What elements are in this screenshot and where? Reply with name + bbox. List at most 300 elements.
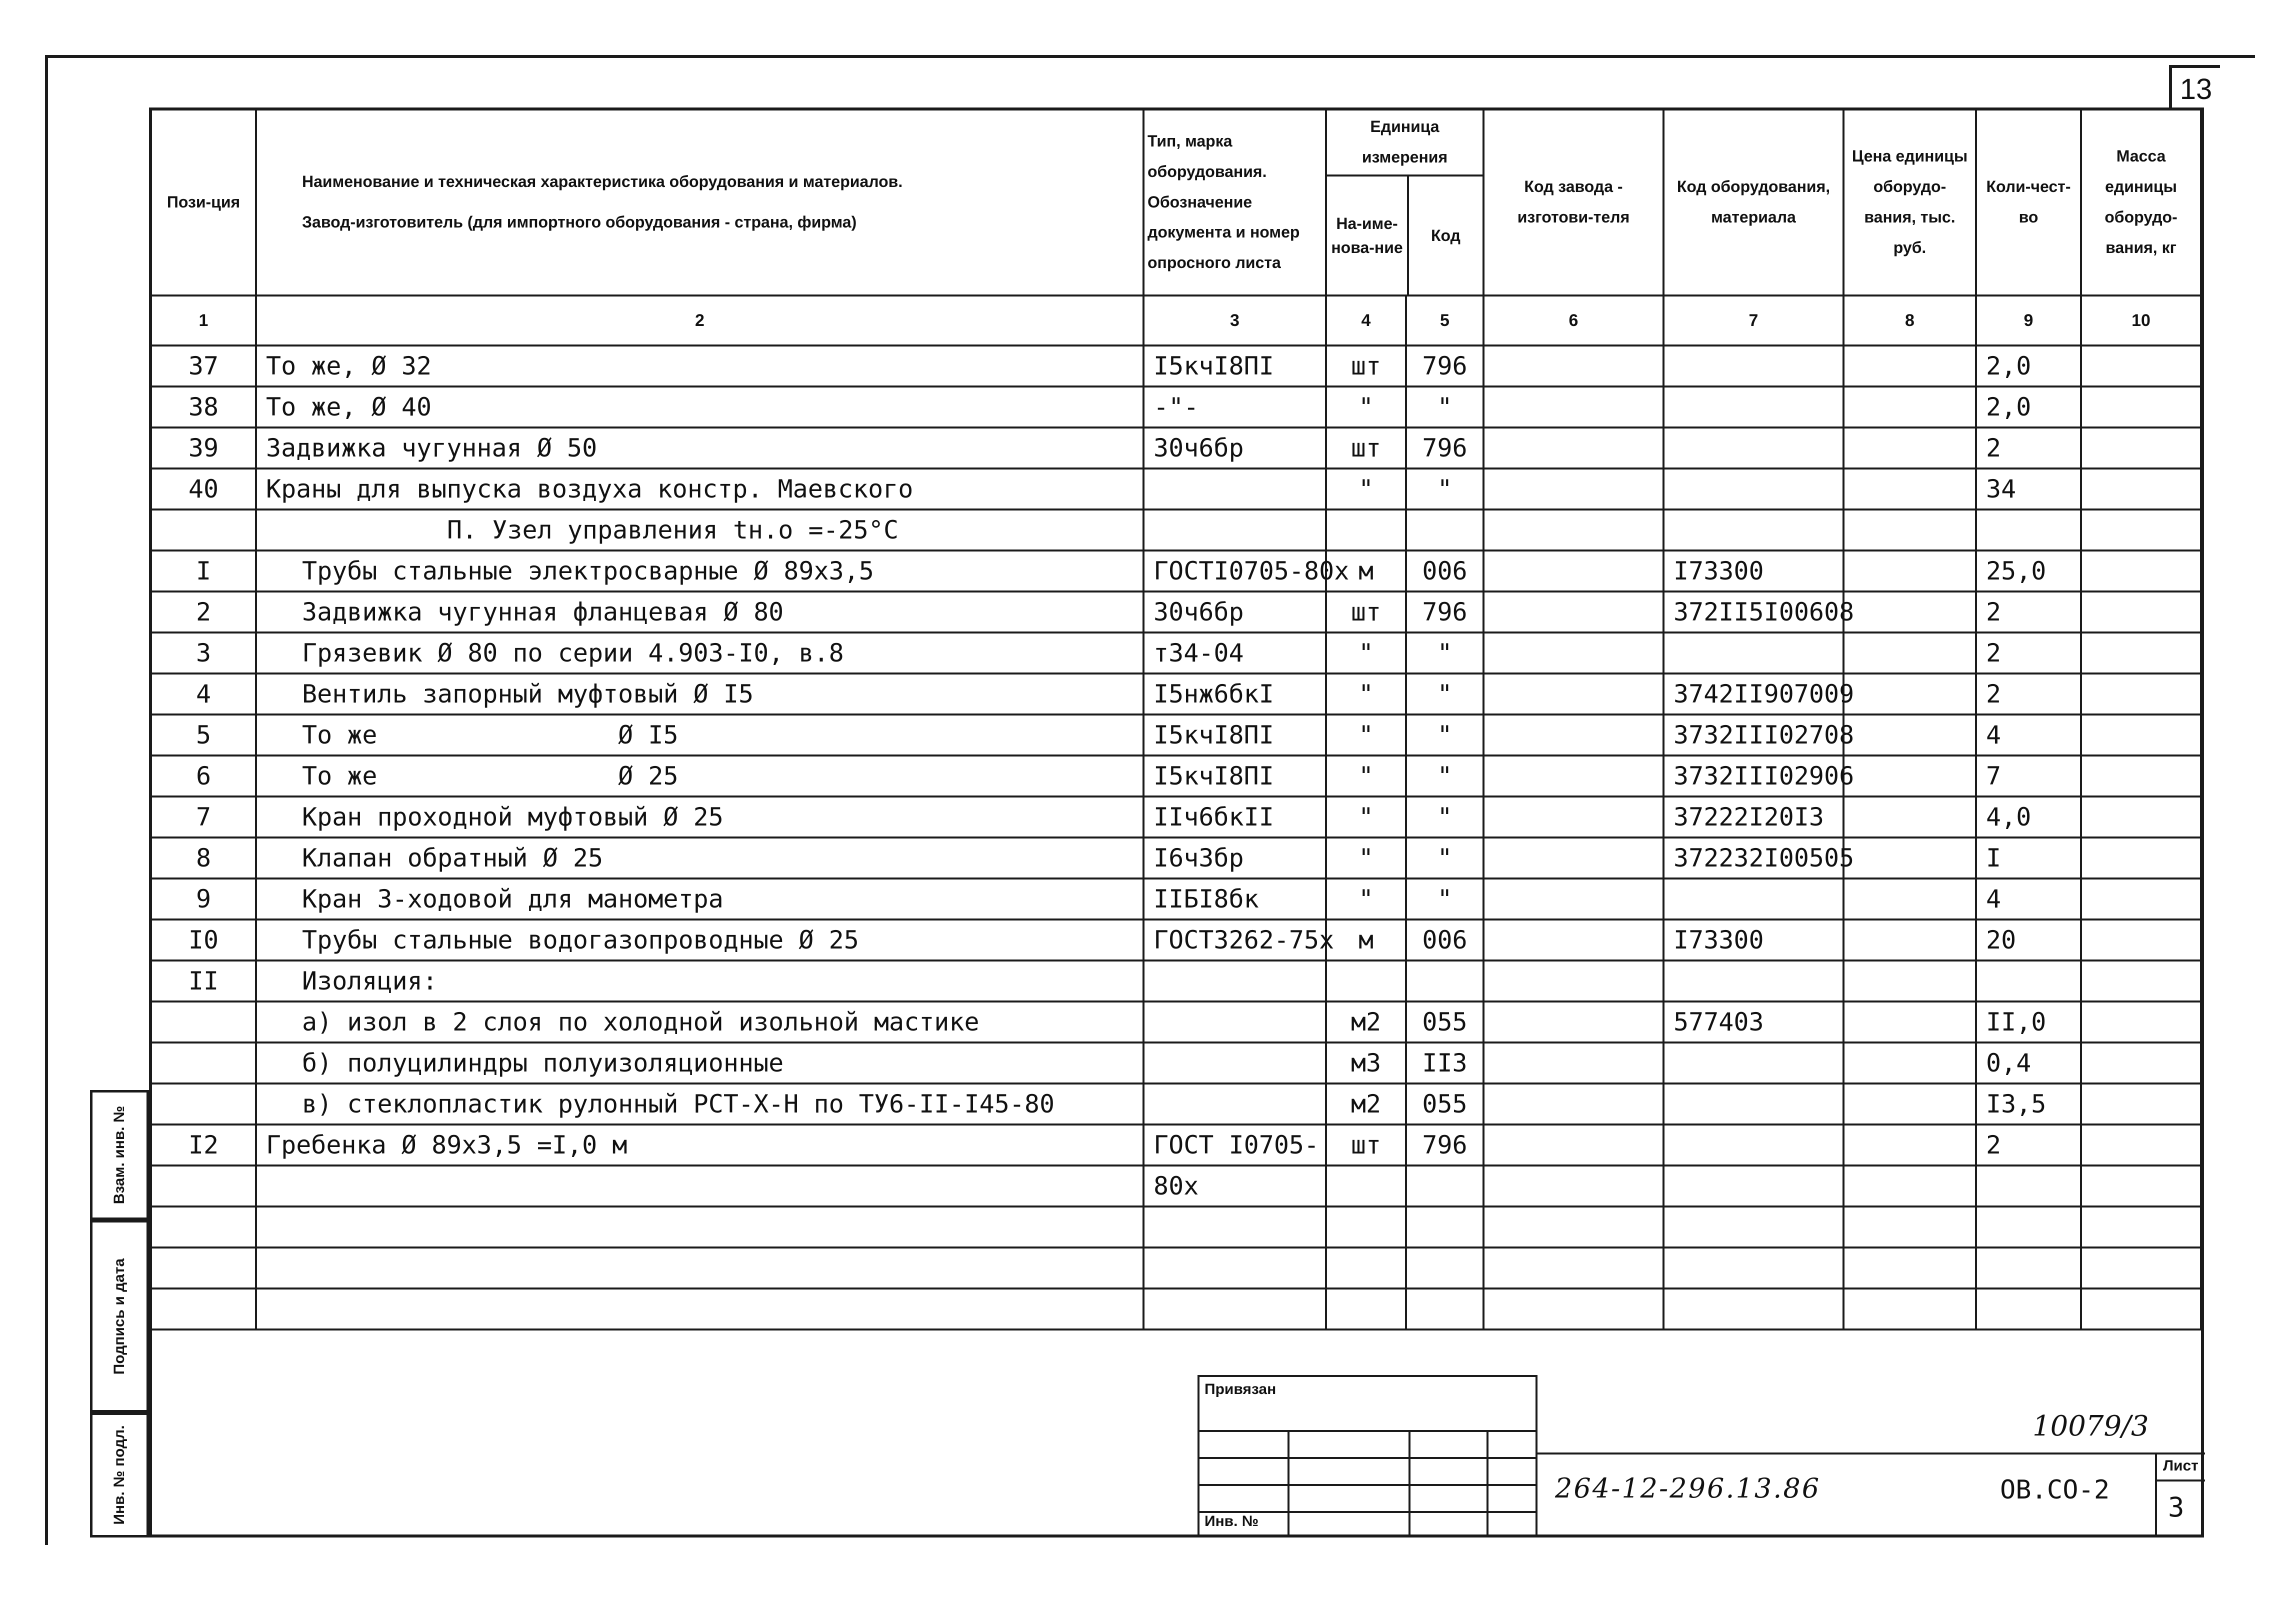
table-row — [151, 674, 2201, 714]
cell-material-code — [1664, 346, 1844, 386]
cell-material-code: 3732III02906 — [1664, 756, 1844, 796]
cell-factory-code — [1484, 1288, 1664, 1330]
cell-quantity: I3,5 — [1976, 1084, 2081, 1124]
table-row — [151, 1248, 2201, 1288]
cell-unit — [1326, 510, 1406, 550]
cell-unit: м — [1326, 920, 1406, 960]
column-number-row — [151, 296, 2201, 346]
cell-quantity: 2,0 — [1976, 386, 2081, 428]
cell-position: 8 — [151, 838, 256, 878]
cell-quantity: 2 — [1976, 674, 2081, 714]
cell-unit-code: 055 — [1406, 1084, 1484, 1124]
cell-factory-code — [1484, 1084, 1664, 1124]
cell-unit-code — [1406, 960, 1484, 1002]
cell-price — [1844, 386, 1976, 428]
cell-quantity — [1976, 1166, 2081, 1206]
cell-factory-code — [1484, 510, 1664, 550]
cell-position: 5 — [151, 714, 256, 756]
cell-material-code: 372II5I00608 — [1664, 592, 1844, 632]
cell-name: Изоляция: — [256, 960, 1144, 1002]
cell-type: 30ч6бр — [1144, 428, 1326, 468]
cell-name: Краны для выпуска воздуха констр. Маевского — [256, 468, 1144, 510]
cell-unit-code — [1406, 1206, 1484, 1248]
cell-mass — [2081, 1124, 2201, 1166]
cell-mass — [2081, 1002, 2201, 1042]
cell-factory-code — [1484, 838, 1664, 878]
cell-unit-code: " — [1406, 468, 1484, 510]
cell-unit-code — [1406, 1166, 1484, 1206]
table-row — [151, 386, 2201, 428]
column-number: 4 — [1326, 296, 1406, 346]
cell-price — [1844, 632, 1976, 674]
stamp-sheet-code: ОВ.СО-2 — [2000, 1475, 2110, 1505]
cell-mass — [2081, 1166, 2201, 1206]
cell-unit-code: 055 — [1406, 1002, 1484, 1042]
cell-quantity: 4,0 — [1976, 796, 2081, 838]
cell-type — [1144, 1042, 1326, 1084]
column-number: 3 — [1144, 296, 1326, 346]
cell-material-code — [1664, 632, 1844, 674]
header-price: Цена единицы оборудо-вания, тыс. руб. — [1844, 108, 1976, 296]
side-label-inv: Инв. № подл. — [90, 1412, 149, 1538]
table-row — [151, 756, 2201, 796]
cell-material-code — [1664, 510, 1844, 550]
cell-mass — [2081, 1042, 2201, 1084]
table-row — [151, 838, 2201, 878]
column-number: 2 — [256, 296, 1144, 346]
cell-factory-code — [1484, 468, 1664, 510]
cell-quantity: 25,0 — [1976, 550, 2081, 592]
cell-price — [1844, 346, 1976, 386]
cell-unit: шт — [1326, 346, 1406, 386]
cell-name: П. Узел управления tн.о =-25°С — [256, 510, 1144, 550]
page-number: 13 — [2169, 65, 2220, 110]
cell-price — [1844, 468, 1976, 510]
cell-mass — [2081, 1206, 2201, 1248]
cell-type: I5нж6бкI — [1144, 674, 1326, 714]
cell-factory-code — [1484, 1002, 1664, 1042]
cell-mass — [2081, 1248, 2201, 1288]
cell-type: -"- — [1144, 386, 1326, 428]
cell-unit — [1326, 1248, 1406, 1288]
cell-quantity: 2 — [1976, 632, 2081, 674]
cell-position: 2 — [151, 592, 256, 632]
header-position: Пози-ция — [151, 108, 256, 296]
cell-unit-code: " — [1406, 756, 1484, 796]
cell-type: IIч6бкII — [1144, 796, 1326, 838]
cell-price — [1844, 592, 1976, 632]
cell-factory-code — [1484, 920, 1664, 960]
cell-factory-code — [1484, 592, 1664, 632]
column-number: 8 — [1844, 296, 1976, 346]
cell-material-code — [1664, 960, 1844, 1002]
cell-material-code — [1664, 1248, 1844, 1288]
cell-price — [1844, 510, 1976, 550]
cell-name: То же Ø I5 — [256, 714, 1144, 756]
cell-factory-code — [1484, 796, 1664, 838]
cell-price — [1844, 1084, 1976, 1124]
cell-position — [151, 1206, 256, 1248]
cell-material-code: I73300 — [1664, 920, 1844, 960]
cell-position: 38 — [151, 386, 256, 428]
cell-quantity: 7 — [1976, 756, 2081, 796]
cell-mass — [2081, 468, 2201, 510]
table-body — [151, 346, 2201, 1330]
cell-unit-code — [1406, 1248, 1484, 1288]
table-row — [151, 346, 2201, 386]
table-row — [151, 1042, 2201, 1084]
cell-type — [1144, 468, 1326, 510]
cell-mass — [2081, 1084, 2201, 1124]
table-row — [151, 920, 2201, 960]
cell-unit: шт — [1326, 428, 1406, 468]
cell-unit: " — [1326, 674, 1406, 714]
cell-unit — [1326, 1206, 1406, 1248]
cell-type — [1144, 1084, 1326, 1124]
stamp-handwritten-number: 10079/3 — [2032, 1410, 2149, 1442]
header-name-line2: Завод-изготовитель (для импортного оборудования - страна, фирма) — [302, 213, 857, 231]
cell-unit: " — [1326, 468, 1406, 510]
cell-factory-code — [1484, 550, 1664, 592]
cell-type: ГОСТI0705-80х — [1144, 550, 1326, 592]
cell-position: 7 — [151, 796, 256, 838]
cell-price — [1844, 756, 1976, 796]
cell-unit-code: " — [1406, 674, 1484, 714]
cell-mass — [2081, 714, 2201, 756]
cell-factory-code — [1484, 878, 1664, 920]
cell-factory-code — [1484, 1206, 1664, 1248]
header-type: Тип, марка оборудования. Обозначение документа и номер опросного листа — [1144, 108, 1326, 296]
cell-price — [1844, 960, 1976, 1002]
cell-name: в) стеклопластик рулонный РСТ-Х-Н по ТУ6-II-I45-80 — [256, 1084, 1144, 1124]
cell-price — [1844, 878, 1976, 920]
cell-name: Трубы стальные водогазопроводные Ø 25 — [256, 920, 1144, 960]
table-row — [151, 550, 2201, 592]
cell-unit-code: " — [1406, 878, 1484, 920]
cell-unit: шт — [1326, 1124, 1406, 1166]
cell-position — [151, 510, 256, 550]
cell-unit: " — [1326, 632, 1406, 674]
cell-price — [1844, 674, 1976, 714]
cell-quantity: 4 — [1976, 878, 2081, 920]
cell-position — [151, 1002, 256, 1042]
cell-quantity: 2 — [1976, 1124, 2081, 1166]
table-row — [151, 1084, 2201, 1124]
stamp-privyazan-label: Привязан — [1204, 1381, 1276, 1398]
cell-name: Задвижка чугунная Ø 50 — [256, 428, 1144, 468]
cell-material-code — [1664, 1124, 1844, 1166]
header-name-line1: Наименование и техническая характеристика оборудования и материалов. — [302, 172, 903, 191]
cell-mass — [2081, 592, 2201, 632]
cell-unit-code: " — [1406, 838, 1484, 878]
cell-price — [1844, 714, 1976, 756]
cell-name — [256, 1288, 1144, 1330]
cell-position: I — [151, 550, 256, 592]
cell-price — [1844, 1124, 1976, 1166]
table-row — [151, 510, 2201, 550]
cell-factory-code — [1484, 1124, 1664, 1166]
cell-material-code — [1664, 386, 1844, 428]
table-row — [151, 1288, 2201, 1330]
cell-unit-code — [1406, 1288, 1484, 1330]
cell-material-code: 577403 — [1664, 1002, 1844, 1042]
cell-unit-code — [1406, 510, 1484, 550]
cell-mass — [2081, 796, 2201, 838]
cell-position: I0 — [151, 920, 256, 960]
cell-unit: м2 — [1326, 1084, 1406, 1124]
cell-name — [256, 1206, 1144, 1248]
cell-factory-code — [1484, 386, 1664, 428]
cell-unit: " — [1326, 714, 1406, 756]
cell-unit — [1326, 1288, 1406, 1330]
header-material-code: Код оборудования, материала — [1664, 108, 1844, 296]
stamp-list-box — [2155, 1452, 2205, 1538]
cell-factory-code — [1484, 714, 1664, 756]
cell-name: Кран 3-ходовой для манометра — [256, 878, 1144, 920]
cell-position: I2 — [151, 1124, 256, 1166]
cell-unit-code: " — [1406, 714, 1484, 756]
cell-material-code — [1664, 1206, 1844, 1248]
cell-position: 39 — [151, 428, 256, 468]
column-number: 10 — [2081, 296, 2201, 346]
cell-type — [1144, 1248, 1326, 1288]
cell-type: I6ч3бр — [1144, 838, 1326, 878]
cell-factory-code — [1484, 632, 1664, 674]
cell-quantity: 20 — [1976, 920, 2081, 960]
cell-mass — [2081, 674, 2201, 714]
table-row — [151, 428, 2201, 468]
cell-unit: м — [1326, 550, 1406, 592]
cell-position: 9 — [151, 878, 256, 920]
cell-unit-code: " — [1406, 796, 1484, 838]
cell-type: I5кчI8ПI — [1144, 346, 1326, 386]
cell-type — [1144, 1206, 1326, 1248]
cell-quantity: I — [1976, 838, 2081, 878]
cell-factory-code — [1484, 756, 1664, 796]
cell-quantity — [1976, 510, 2081, 550]
header-unit-group-title: Единица измерения — [1327, 110, 1482, 176]
cell-unit-code: 796 — [1406, 1124, 1484, 1166]
cell-unit-code: " — [1406, 386, 1484, 428]
table-row — [151, 592, 2201, 632]
cell-unit — [1326, 1166, 1406, 1206]
cell-name: б) полуцилиндры полуизоляционные — [256, 1042, 1144, 1084]
cell-name: То же, Ø 32 — [256, 346, 1144, 386]
cell-type: I5кчI8ПI — [1144, 756, 1326, 796]
cell-material-code: 3732III02708 — [1664, 714, 1844, 756]
stamp-privyazan-box — [1198, 1375, 1538, 1538]
cell-name: То же, Ø 40 — [256, 386, 1144, 428]
cell-material-code — [1664, 878, 1844, 920]
column-number: 6 — [1484, 296, 1664, 346]
cell-mass — [2081, 346, 2201, 386]
cell-quantity: 2,0 — [1976, 346, 2081, 386]
cell-material-code: I73300 — [1664, 550, 1844, 592]
stamp-inv-label: Инв. № — [1204, 1513, 1259, 1530]
cell-factory-code — [1484, 960, 1664, 1002]
cell-mass — [2081, 756, 2201, 796]
stamp-list-value: 3 — [2168, 1492, 2184, 1523]
cell-material-code — [1664, 1042, 1844, 1084]
cell-position: II — [151, 960, 256, 1002]
cell-position: 40 — [151, 468, 256, 510]
cell-material-code — [1664, 1084, 1844, 1124]
header-unit-code: Код — [1431, 226, 1460, 244]
cell-unit: " — [1326, 838, 1406, 878]
cell-quantity: II,0 — [1976, 1002, 2081, 1042]
cell-price — [1844, 1002, 1976, 1042]
cell-name: Клапан обратный Ø 25 — [256, 838, 1144, 878]
cell-unit — [1326, 960, 1406, 1002]
cell-price — [1844, 1166, 1976, 1206]
cell-unit: " — [1326, 878, 1406, 920]
table-row — [151, 1206, 2201, 1248]
column-number: 9 — [1976, 296, 2081, 346]
cell-material-code: 3742II907009 — [1664, 674, 1844, 714]
cell-material-code — [1664, 1288, 1844, 1330]
cell-quantity: 34 — [1976, 468, 2081, 510]
stamp-list-label: Лист — [2163, 1458, 2198, 1474]
cell-price — [1844, 428, 1976, 468]
cell-price — [1844, 1042, 1976, 1084]
cell-factory-code — [1484, 1042, 1664, 1084]
cell-name: Кран проходной муфтовый Ø 25 — [256, 796, 1144, 838]
cell-material-code — [1664, 428, 1844, 468]
cell-name: Задвижка чугунная фланцевая Ø 80 — [256, 592, 1144, 632]
cell-factory-code — [1484, 1166, 1664, 1206]
cell-position: 37 — [151, 346, 256, 386]
cell-unit: " — [1326, 756, 1406, 796]
cell-unit-code: 796 — [1406, 592, 1484, 632]
cell-position: 3 — [151, 632, 256, 674]
cell-price — [1844, 920, 1976, 960]
table-row — [151, 960, 2201, 1002]
cell-type: I5кчI8ПI — [1144, 714, 1326, 756]
cell-mass — [2081, 960, 2201, 1002]
cell-unit: " — [1326, 386, 1406, 428]
header-unit-name: На-име-нова-ние — [1327, 176, 1409, 294]
table-row — [151, 468, 2201, 510]
cell-position — [151, 1084, 256, 1124]
cell-name: То же Ø 25 — [256, 756, 1144, 796]
cell-unit-code: 796 — [1406, 346, 1484, 386]
cell-quantity — [1976, 1288, 2081, 1330]
cell-unit: шт — [1326, 592, 1406, 632]
cell-type — [1144, 1288, 1326, 1330]
cell-quantity — [1976, 960, 2081, 1002]
table-row — [151, 796, 2201, 838]
table-row — [151, 632, 2201, 674]
cell-name: Вентиль запорный муфтовый Ø I5 — [256, 674, 1144, 714]
header-mass: Масса единицы оборудо-вания, кг — [2081, 108, 2201, 296]
cell-quantity: 2 — [1976, 428, 2081, 468]
cell-quantity: 2 — [1976, 592, 2081, 632]
cell-material-code — [1664, 468, 1844, 510]
cell-unit: м3 — [1326, 1042, 1406, 1084]
cell-price — [1844, 796, 1976, 838]
stamp-document-code: 264-12-296.13.86 — [1555, 1472, 1821, 1504]
cell-factory-code — [1484, 1248, 1664, 1288]
header-unit-group — [1326, 108, 1484, 296]
cell-unit-code: II3 — [1406, 1042, 1484, 1084]
cell-mass — [2081, 550, 2201, 592]
cell-type: ГОСТ3262-75х — [1144, 920, 1326, 960]
cell-price — [1844, 550, 1976, 592]
cell-price — [1844, 1248, 1976, 1288]
cell-position — [151, 1042, 256, 1084]
table-row — [151, 714, 2201, 756]
table-row — [151, 878, 2201, 920]
table-row — [151, 1124, 2201, 1166]
cell-mass — [2081, 920, 2201, 960]
cell-name: а) изол в 2 слоя по холодной изольной мастике — [256, 1002, 1144, 1042]
side-label-vzam: Взам. инв. № — [90, 1090, 149, 1220]
cell-unit-code: 006 — [1406, 550, 1484, 592]
cell-name: Трубы стальные электросварные Ø 89х3,5 — [256, 550, 1144, 592]
column-number: 5 — [1406, 296, 1484, 346]
header-name — [256, 108, 1144, 296]
cell-material-code: 372232I00505 — [1664, 838, 1844, 878]
stamp-code-line — [1538, 1452, 2205, 1454]
column-number: 1 — [151, 296, 256, 346]
cell-quantity: 0,4 — [1976, 1042, 2081, 1084]
header-quantity: Коли-чест-во — [1976, 108, 2081, 296]
cell-price — [1844, 1206, 1976, 1248]
cell-name: Грязевик Ø 80 по серии 4.903-I0, в.8 — [256, 632, 1144, 674]
table-row — [151, 1002, 2201, 1042]
cell-position: 6 — [151, 756, 256, 796]
cell-position: 4 — [151, 674, 256, 714]
cell-quantity — [1976, 1248, 2081, 1288]
cell-mass — [2081, 510, 2201, 550]
cell-name: Гребенка Ø 89х3,5 =I,0 м — [256, 1124, 1144, 1166]
table-header-row — [151, 108, 2201, 296]
cell-type — [1144, 510, 1326, 550]
cell-type — [1144, 960, 1326, 1002]
cell-name — [256, 1248, 1144, 1288]
cell-name — [256, 1166, 1144, 1206]
cell-position — [151, 1248, 256, 1288]
cell-type: IIБI8бк — [1144, 878, 1326, 920]
cell-unit-code: " — [1406, 632, 1484, 674]
cell-mass — [2081, 386, 2201, 428]
cell-type — [1144, 1002, 1326, 1042]
cell-price — [1844, 838, 1976, 878]
cell-type: 80х — [1144, 1166, 1326, 1206]
cell-position — [151, 1288, 256, 1330]
cell-material-code: 37222I20I3 — [1664, 796, 1844, 838]
cell-unit-code: 006 — [1406, 920, 1484, 960]
cell-factory-code — [1484, 428, 1664, 468]
cell-unit: м2 — [1326, 1002, 1406, 1042]
cell-mass — [2081, 878, 2201, 920]
cell-factory-code — [1484, 346, 1664, 386]
header-factory-code: Код завода - изготови-теля — [1484, 108, 1664, 296]
cell-quantity: 4 — [1976, 714, 2081, 756]
cell-quantity — [1976, 1206, 2081, 1248]
cell-type: т34-04 — [1144, 632, 1326, 674]
cell-mass — [2081, 838, 2201, 878]
cell-price — [1844, 1288, 1976, 1330]
cell-type: 30ч6бр — [1144, 592, 1326, 632]
cell-factory-code — [1484, 674, 1664, 714]
table-row — [151, 1166, 2201, 1206]
column-number: 7 — [1664, 296, 1844, 346]
cell-position — [151, 1166, 256, 1206]
cell-material-code — [1664, 1166, 1844, 1206]
cell-mass — [2081, 428, 2201, 468]
cell-type: ГОСТ I0705- — [1144, 1124, 1326, 1166]
